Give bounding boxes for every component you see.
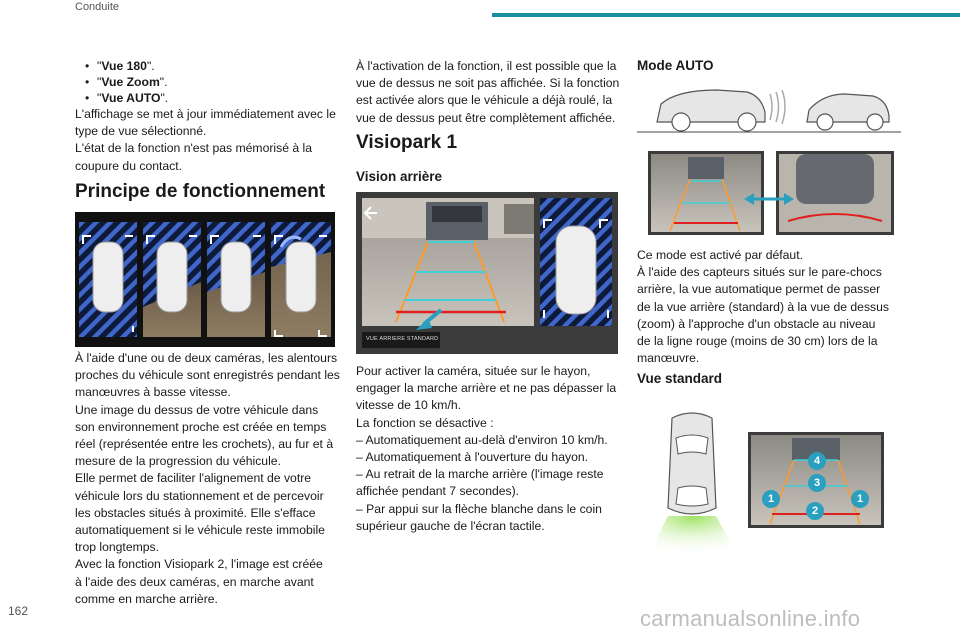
watermark: carmanualsonline.info [640, 606, 861, 631]
list-item: • "Vue 180". [85, 58, 340, 74]
view-mode-list [75, 58, 340, 106]
figure-auto-view-switch [648, 151, 894, 237]
list-item: • "Vue Zoom". [85, 74, 340, 90]
figure-standard-view [648, 408, 888, 556]
column-3-body [637, 247, 902, 367]
marker-3: 3 [808, 474, 826, 492]
page-number: 162 [8, 604, 29, 618]
column-1-body [75, 350, 340, 608]
paragraph-activation-note: À l'activation de la fonction, il est possible que la vue de dessus ne soit pas affichée. Si la fonction est activée alors que le véhicule a déjà roulé, la vue de dessus peut être complètement affichée. [356, 59, 620, 125]
marker-2: 2 [806, 502, 824, 520]
paragraph-principe: À l'aide d'une ou de deux caméras, les alentours proches du véhicule sont enregistrés pendant les manœuvres à basse vitesse. Une image du dessus de votre véhicule dans son environnement proche est créée en temps réel (représentée entre les crochets), au fur et à mesure de la progression du véhicule. Elle permet de faciliter l'alignement de votre véhicule lors du stationnement et de percevoir les obstacles situés à proximité. Elle s'efface automatiquement si le véhicule reste immobile trop longtemps. Avec la fonction Visiopark 2, l'image est créée à l'aide des deux caméras, en marche avant comme en marche arrière. [75, 351, 340, 606]
header-accent-bar [492, 13, 960, 17]
heading-principe: Principe de fonctionnement [75, 181, 326, 202]
marker-1-right: 1 [851, 490, 869, 508]
paragraph-auto-mode: Ce mode est activé par défaut. À l'aide des capteurs situés sur le pare-chocs arrière, la vue automatique permet de passer de la vue arrière (standard) à la vue de dessus (zoom) à l'approche d'un obstacle au niveau de la ligne rouge (moins de 30 cm) lors de la manœuvre. [637, 248, 890, 366]
screen-view-label: VUE ARRIERE STANDARD [366, 336, 439, 342]
marker-4: 4 [808, 452, 826, 470]
column-2 [356, 58, 621, 127]
figure-auto-mode-cars [637, 82, 901, 137]
heading-vue-standard: Vue standard [637, 371, 723, 386]
section-title: Conduite [75, 1, 120, 13]
heading-vision-arriere: Vision arrière [356, 169, 443, 184]
column-2-body [356, 363, 621, 535]
paragraph-camera-activation: Pour activer la caméra, située sur le hayon, engager la marche arrière et ne pas dépasser la vitesse de 10 km/h. La fonction se désactive : – Automatiquement au-delà d'environ 10 km/h. – Automatiquement à l'ouverture du hayon. – Au retrait de la marche arrière (l'image reste affichée pendant 7 secondes). – Par appui sur la flèche blanche dans le coin supérieur gauche de l'écran tactile. [356, 364, 617, 533]
list-item: • "Vue AUTO". [85, 90, 340, 106]
figure-top-view-sequence [75, 212, 335, 347]
column-1 [75, 58, 340, 175]
marker-1-left: 1 [762, 490, 780, 508]
paragraph-display-update: L'affichage se met à jour immédiatement avec le type de vue sélectionné. L'état de la fonction n'est pas mémorisé à la coupure du contact. [75, 107, 336, 173]
heading-mode-auto: Mode AUTO [637, 58, 714, 73]
heading-visiopark-1: Visiopark 1 [356, 132, 458, 153]
figure-rear-camera-screen [356, 192, 618, 354]
